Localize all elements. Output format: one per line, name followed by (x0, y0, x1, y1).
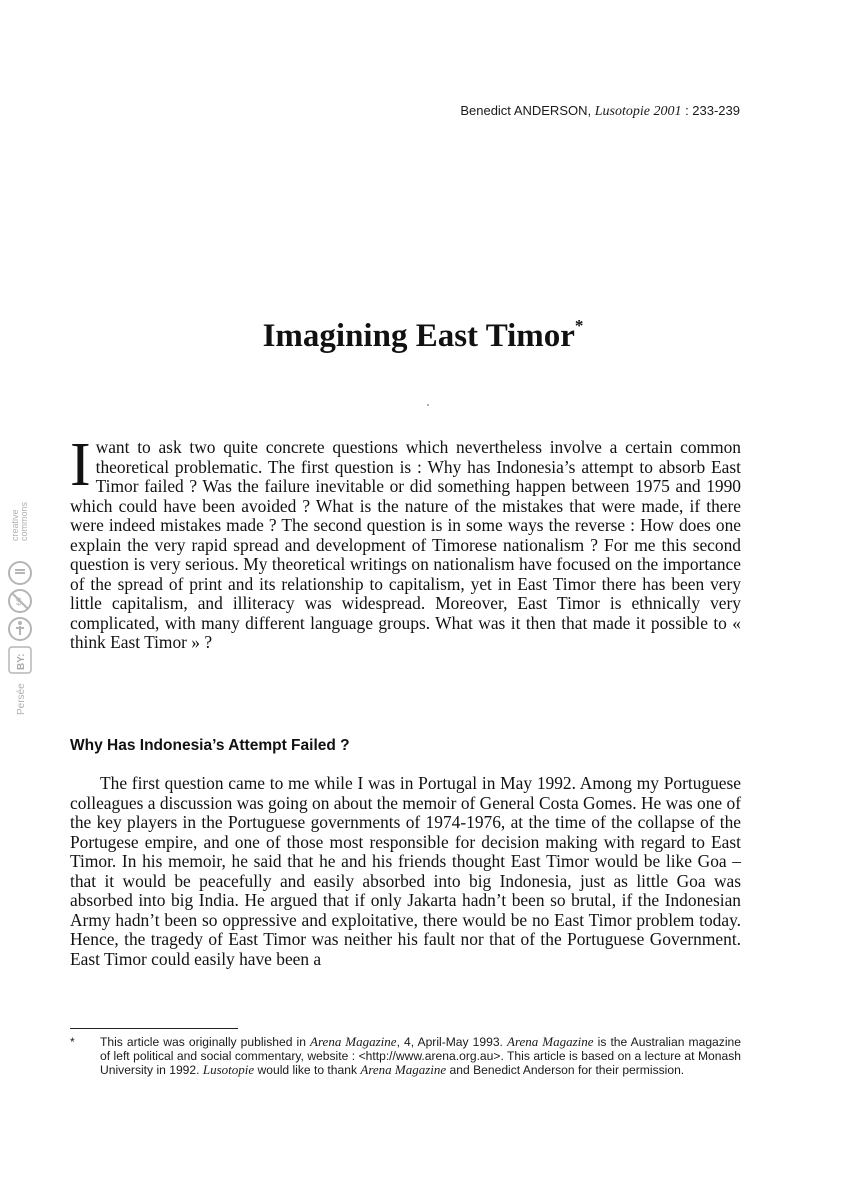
cc-by-icon (9, 618, 31, 640)
creative-commons-badge[interactable] (3, 497, 37, 717)
footnote-part: , 4, April-May 1993. (396, 1035, 508, 1049)
title-footnote-mark[interactable]: * (574, 316, 584, 335)
running-header (460, 103, 740, 120)
footnote-text (100, 1035, 741, 1077)
footnote-part: and Benedict Anderson for their permission. (446, 1063, 685, 1077)
footnote-italic: Arena Magazine (507, 1034, 594, 1049)
cc-nc-icon (9, 590, 31, 612)
section-heading: Why Has Indonesia’s Attempt Failed ? (70, 737, 350, 754)
footnote-rule (70, 1028, 238, 1029)
intro-text: want to ask two quite concrete questions which nevertheless involve a certain common theoretical problematic. The first question is : Why has Indonesia’s attempt to absorb East Timor failed ? Was the failure inevitable or did something happen between 1975 and 1990 which could have been avoided ? What is the nature of the mistakes that were made, if there were indeed mistakes made ? The second question is in some ways the reverse : How does one explain the very rapid spread and development of Timorese nationalism ? For me this second question is very serious. My theoretical writings on nationalism have focused on the importance of the spread of print and its relationship to capitalism, yet in East Timor there has been very little capitalism, and illiteracy was widespread. Moreover, East Timor is ethnically very complicated, with many different language groups. What was it then that made it possible to « think East Timor » ? (70, 437, 741, 652)
section-paragraph: The first question came to me while I was in Portugal in May 1992. Among my Portuguese colleagues a discussion was going on about the memoir of General Costa Gomes. He was one of the key players in the Portuguese governments of 1974-1976, at the time of the collapse of the Portugese empire, and one of those most responsible for decision making with regard to East Timor. In his memoir, he said that he and his friends thought East Timor would be like Goa – that it would be peacefully and easily absorbed into big Indonesia, just as little Goa was absorbed into big India. He argued that if only Jakarta hadn’t been so brutal, if the Indonesian Army hadn’t been so oppressive and exploitative, there would be no East Timor problem today. Hence, the tragedy of East Timor was neither his fault nor that of the Portuguese Government. East Timor could easily have been a (70, 773, 741, 969)
footnote-mark: * (70, 1035, 75, 1049)
persee-text: Persée (16, 683, 27, 715)
footnote-part: is the Australian magazine of left political and social commentary, website : <http://www.arena.org.au>. This article is based on a lecture at Monash University in 1992. (100, 1035, 741, 1077)
footnote-italic: Arena Magazine (310, 1034, 397, 1049)
footnote-part: This article was originally published in (100, 1035, 311, 1049)
article-title-text: Imagining East Timor (262, 318, 575, 354)
footnote-italic: Lusotopie (202, 1062, 255, 1077)
header-author: Benedict ANDERSON, (460, 103, 595, 118)
header-pages: : 233-239 (681, 103, 740, 118)
svg-text:$: $ (16, 597, 22, 608)
footnote-italic: Arena Magazine (360, 1062, 447, 1077)
cc-commons-text: commons (19, 501, 29, 541)
article-title (0, 318, 846, 355)
cc-by-text: BY: (16, 653, 27, 670)
intro-paragraph (70, 431, 741, 653)
scan-speck (427, 404, 429, 406)
drop-cap: I (70, 431, 91, 499)
creative-commons-icon (3, 497, 37, 717)
header-journal: Lusotopie 2001 (594, 104, 682, 119)
footnote (70, 1035, 741, 1077)
cc-nd-icon (9, 562, 31, 584)
footnote-part: would like to thank (254, 1063, 361, 1077)
cc-creative-text: creative (10, 509, 20, 541)
